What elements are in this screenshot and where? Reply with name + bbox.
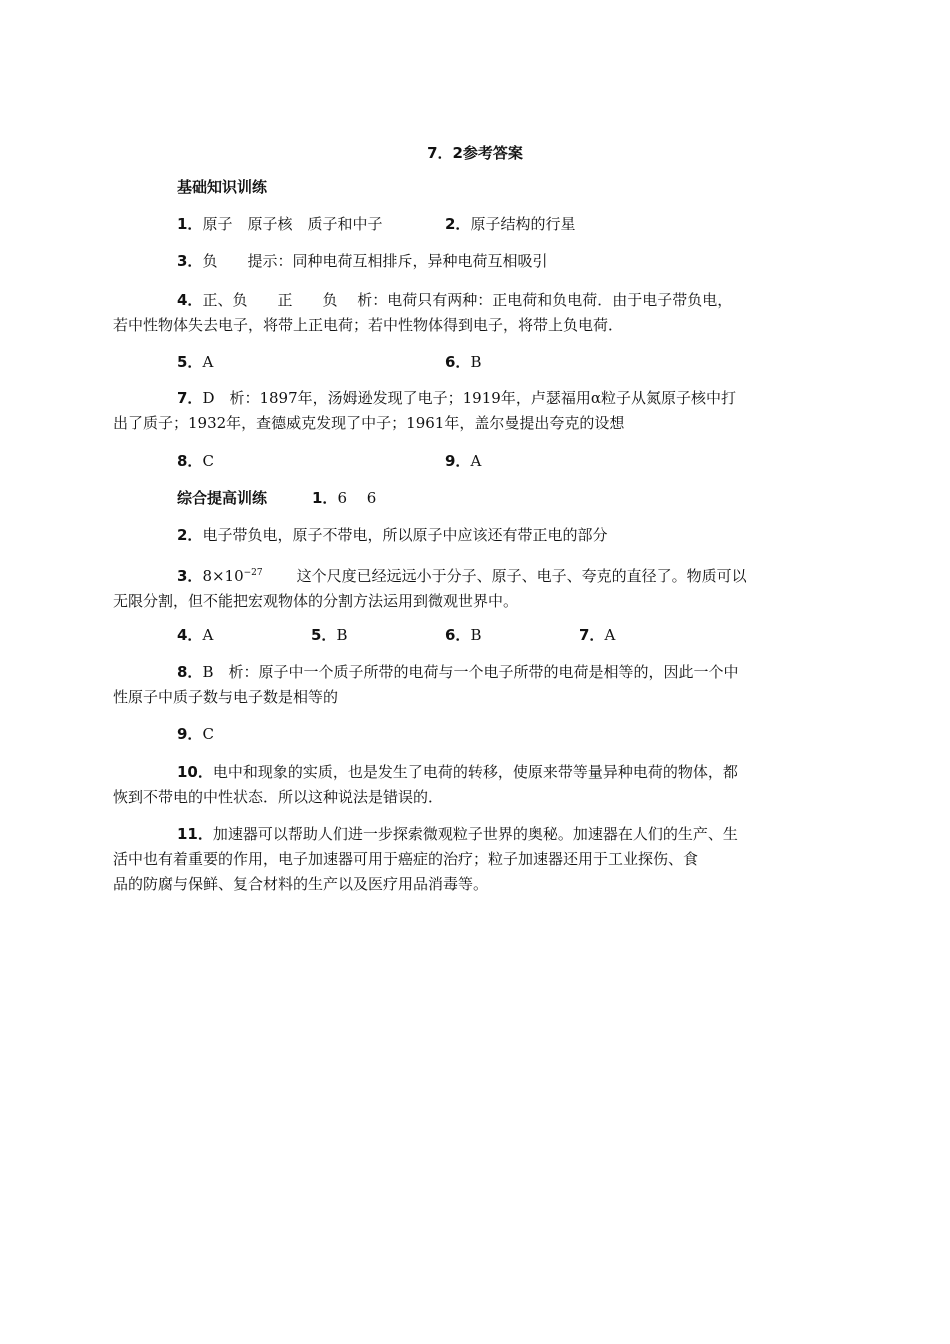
answer-text: A [202, 353, 214, 371]
answer-text: 这个尺度已经远远小于分子、原子、电子、夸克的直径了。物质可以 [296, 567, 747, 585]
item-number: 1． [177, 215, 203, 233]
answer-paragraph-11 [113, 822, 815, 897]
answer-text: 电子带负电，原子不带电，所以原子中应该还有带正电的部分 [202, 526, 608, 544]
answer-value: 8×10 [202, 567, 244, 585]
item-number: 10． [177, 763, 213, 781]
answer-text: A [604, 626, 616, 644]
answer-paragraph-3b [113, 561, 815, 614]
item-number: 2． [177, 526, 203, 544]
item-number: 5． [177, 353, 203, 371]
answer-text: 原子 原子核 质子和中子 [202, 215, 383, 233]
answer-text-cont: 出了质子；1932年，查德威克发现了中子；1961年，盖尔曼提出夸克的设想 [113, 414, 625, 432]
answer-text-cont: 若中性物体失去电子，将带上正电荷；若中性物体得到电子，将带上负电荷． [113, 316, 624, 334]
answer-text: B [470, 353, 482, 371]
item-number: 5． [311, 626, 337, 644]
answer-text: C [202, 725, 214, 743]
answer-paragraph-10 [113, 760, 815, 810]
item-number: 4． [177, 626, 203, 644]
item-number: 9． [177, 725, 203, 743]
answer-paragraph-7 [113, 386, 815, 436]
answer-text: A [470, 452, 482, 470]
answer-text: 加速器可以帮助人们进一步探索微观粒子世界的奥秘。加速器在人们的生产、生 [212, 825, 738, 843]
answer-text: B [470, 626, 482, 644]
item-number: 9． [445, 452, 471, 470]
item-number: 8． [177, 452, 203, 470]
answer-text: D 析：1897年，汤姆逊发现了电子；1919年，卢瑟福用α粒子从氮原子核中打 [202, 389, 736, 407]
item-number: 7． [177, 389, 203, 407]
item-number: 8． [177, 663, 203, 681]
section-heading-basic: 基础知识训练 [177, 178, 268, 196]
answer-text: C [202, 452, 214, 470]
answer-line-3 [177, 249, 547, 274]
answer-text: A [202, 626, 214, 644]
item-number: 4． [177, 291, 203, 309]
item-number: 1． [312, 489, 338, 507]
answer-text: B [336, 626, 348, 644]
answer-text-cont: 恢到不带电的中性状态．所以这种说法是错误的． [113, 788, 444, 806]
item-number: 3． [177, 252, 203, 270]
item-number: 6． [445, 353, 471, 371]
answer-text: 原子结构的行星 [470, 215, 576, 233]
answer-line-9b [177, 722, 214, 747]
item-number: 11． [177, 825, 213, 843]
answer-text-cont: 品的防腐与保鲜、复合材料的生产以及医疗用品消毒等。 [113, 875, 489, 893]
answer-text: 6 6 [337, 489, 377, 507]
section-heading-advanced: 综合提高训练 [177, 489, 268, 507]
item-number: 7． [579, 626, 605, 644]
answer-text: 正、负 正 负 析：电荷只有两种：正电荷和负电荷．由于电子带负电， [202, 291, 733, 309]
answer-text-cont: 无限分割，但不能把宏观物体的分割方法运用到微观世界中。 [113, 592, 519, 610]
item-number: 3． [177, 567, 203, 585]
answer-paragraph-8b [113, 660, 815, 710]
page-title: 7．2参考答案 [427, 144, 523, 162]
answer-text: B 析：原子中一个质子所带的电荷与一个电子所带的电荷是相等的，因此一个中 [202, 663, 739, 681]
item-number: 2． [445, 215, 471, 233]
answer-line-2b [177, 523, 607, 548]
answer-text: 电中和现象的实质，也是发生了电荷的转移，使原来带等量异种电荷的物体，都 [212, 763, 738, 781]
answer-text-cont: 性原子中质子数与电子数是相等的 [113, 688, 339, 706]
exponent: −27 [243, 568, 263, 578]
answer-text-cont: 活中也有着重要的作用，电子加速器可用于癌症的治疗；粒子加速器还用于工业探伤、食 [113, 850, 699, 868]
answer-text: 负 提示：同种电荷互相排斥，异种电荷互相吸引 [202, 252, 548, 270]
item-number: 6． [445, 626, 471, 644]
answer-paragraph-4 [113, 288, 815, 338]
